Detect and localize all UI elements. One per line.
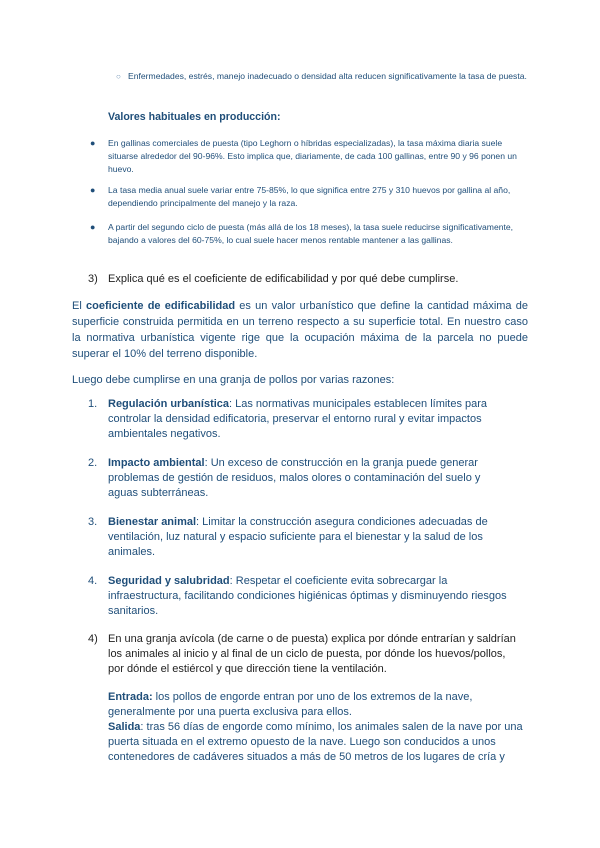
intro-paragraph: Luego debe cumplirse en una granja de pollos por varias razones: [72, 374, 395, 386]
salida-text: : tras 56 días de engorde como mínimo, los animales salen de la nave por una puerta situada en el extremo opuesto de la nave. Luego son conducidos a unos contenedores de cadáveres situados a más de 50 metros de los lugares de cría y [108, 721, 523, 763]
reason-text: : Limitar la construcción asegura condiciones adecuadas de ventilación, luz natural y espacio suficiente para el bienestar y la salud de los animales. [108, 516, 488, 558]
reason-text: : Las normativas municipales establecen límites para controlar la densidad edificatoria, preservar el entorno rural y evitar impactos ambientales negativos. [108, 398, 488, 440]
paragraph-text: El [72, 300, 87, 312]
bold-term: coeficiente de edificabilidad [86, 300, 236, 312]
question-text: En una granja avícola (de carne o de puesta) explica por dónde entrarían y saldrían los animales al inicio y al final de un ciclo de puesta, por dónde los huevos/pollos, por dónde el estiércol y que dirección tiene la ventilación. [108, 633, 516, 675]
hollow-circle-bullet-icon: ○ [116, 72, 121, 81]
section-heading: Valores habituales en producción: [108, 111, 281, 123]
reason-number: 1. [88, 398, 98, 410]
question-number: 4) [88, 633, 98, 645]
entrada-text: los pollos de engorde entran por uno de los extremos de la nave, generalmente por una puerta exclusiva para ellos. [108, 691, 473, 718]
bullet-text: En gallinas comerciales de puesta (tipo Leghorn o híbridas especializadas), la tasa máxima diaria suele situarse alrededor del 90-96%. Esto implica que, diariamente, de cada 100 gallinas, entre 90 y 96 ponen un huevo. [108, 138, 517, 174]
answer-block [108, 690, 528, 765]
entrada-label: Entrada: [108, 691, 153, 703]
definition-paragraph [72, 298, 528, 362]
reason-title: Regulación urbanística [108, 398, 230, 410]
reason-item [88, 397, 508, 442]
bullet-text: La tasa media anual suele variar entre 75-85%, lo que significa entre 275 y 310 huevos por gallina al año, dependiendo principalmente del manejo y la raza. [108, 185, 511, 208]
sub-bullet-item [116, 70, 528, 83]
salida-paragraph [108, 720, 528, 765]
reason-title: Bienestar animal [108, 516, 197, 528]
filled-circle-bullet-icon: ● [90, 185, 96, 195]
reason-number: 3. [88, 516, 98, 528]
reason-number: 4. [88, 575, 98, 587]
salida-label: Salida [108, 721, 141, 733]
reason-text: : Un exceso de construcción en la granja puede generar problemas de gestión de residuos, malos olores o contaminación del suelo y aguas subterráneas. [108, 457, 481, 499]
bullet-item [90, 137, 528, 176]
filled-circle-bullet-icon: ● [90, 222, 96, 232]
question-text: Explica qué es el coeficiente de edificabilidad y por qué debe cumplirse. [108, 273, 459, 285]
reason-item [88, 456, 508, 501]
paragraph-text: es un valor urbanístico que define la cantidad máxima de superficie construida permitida en un terreno respecto a su superficie total. En nuestro caso la normativa urbanística vigente rige que la ocupación máxima de la parcela no puede superar el 10% del terreno disponible. [72, 300, 528, 360]
reason-item [88, 515, 508, 560]
reason-text: : Respetar el coeficiente evita sobrecargar la infraestructura, facilitando condiciones higiénicas óptimas y disminuyendo riesgos sanitarios. [108, 575, 507, 617]
reason-number: 2. [88, 457, 98, 469]
bullet-item [90, 184, 528, 210]
reason-item [88, 574, 508, 619]
reason-title: Impacto ambiental [108, 457, 205, 469]
filled-circle-bullet-icon: ● [90, 138, 96, 148]
question-number: 3) [88, 273, 98, 285]
bullet-item [90, 221, 528, 247]
sub-bullet-text: Enfermedades, estrés, manejo inadecuado o densidad alta reducen significativamente la tasa de puesta. [128, 71, 527, 81]
reason-title: Seguridad y salubridad [108, 575, 230, 587]
bullet-text: A partir del segundo ciclo de puesta (más allá de los 18 meses), la tasa suele reducirse significativamente, bajando a valores del 60-75%, lo cual suele hacer menos rentable mantener a las gallinas. [108, 222, 514, 245]
entrada-paragraph [108, 690, 528, 720]
